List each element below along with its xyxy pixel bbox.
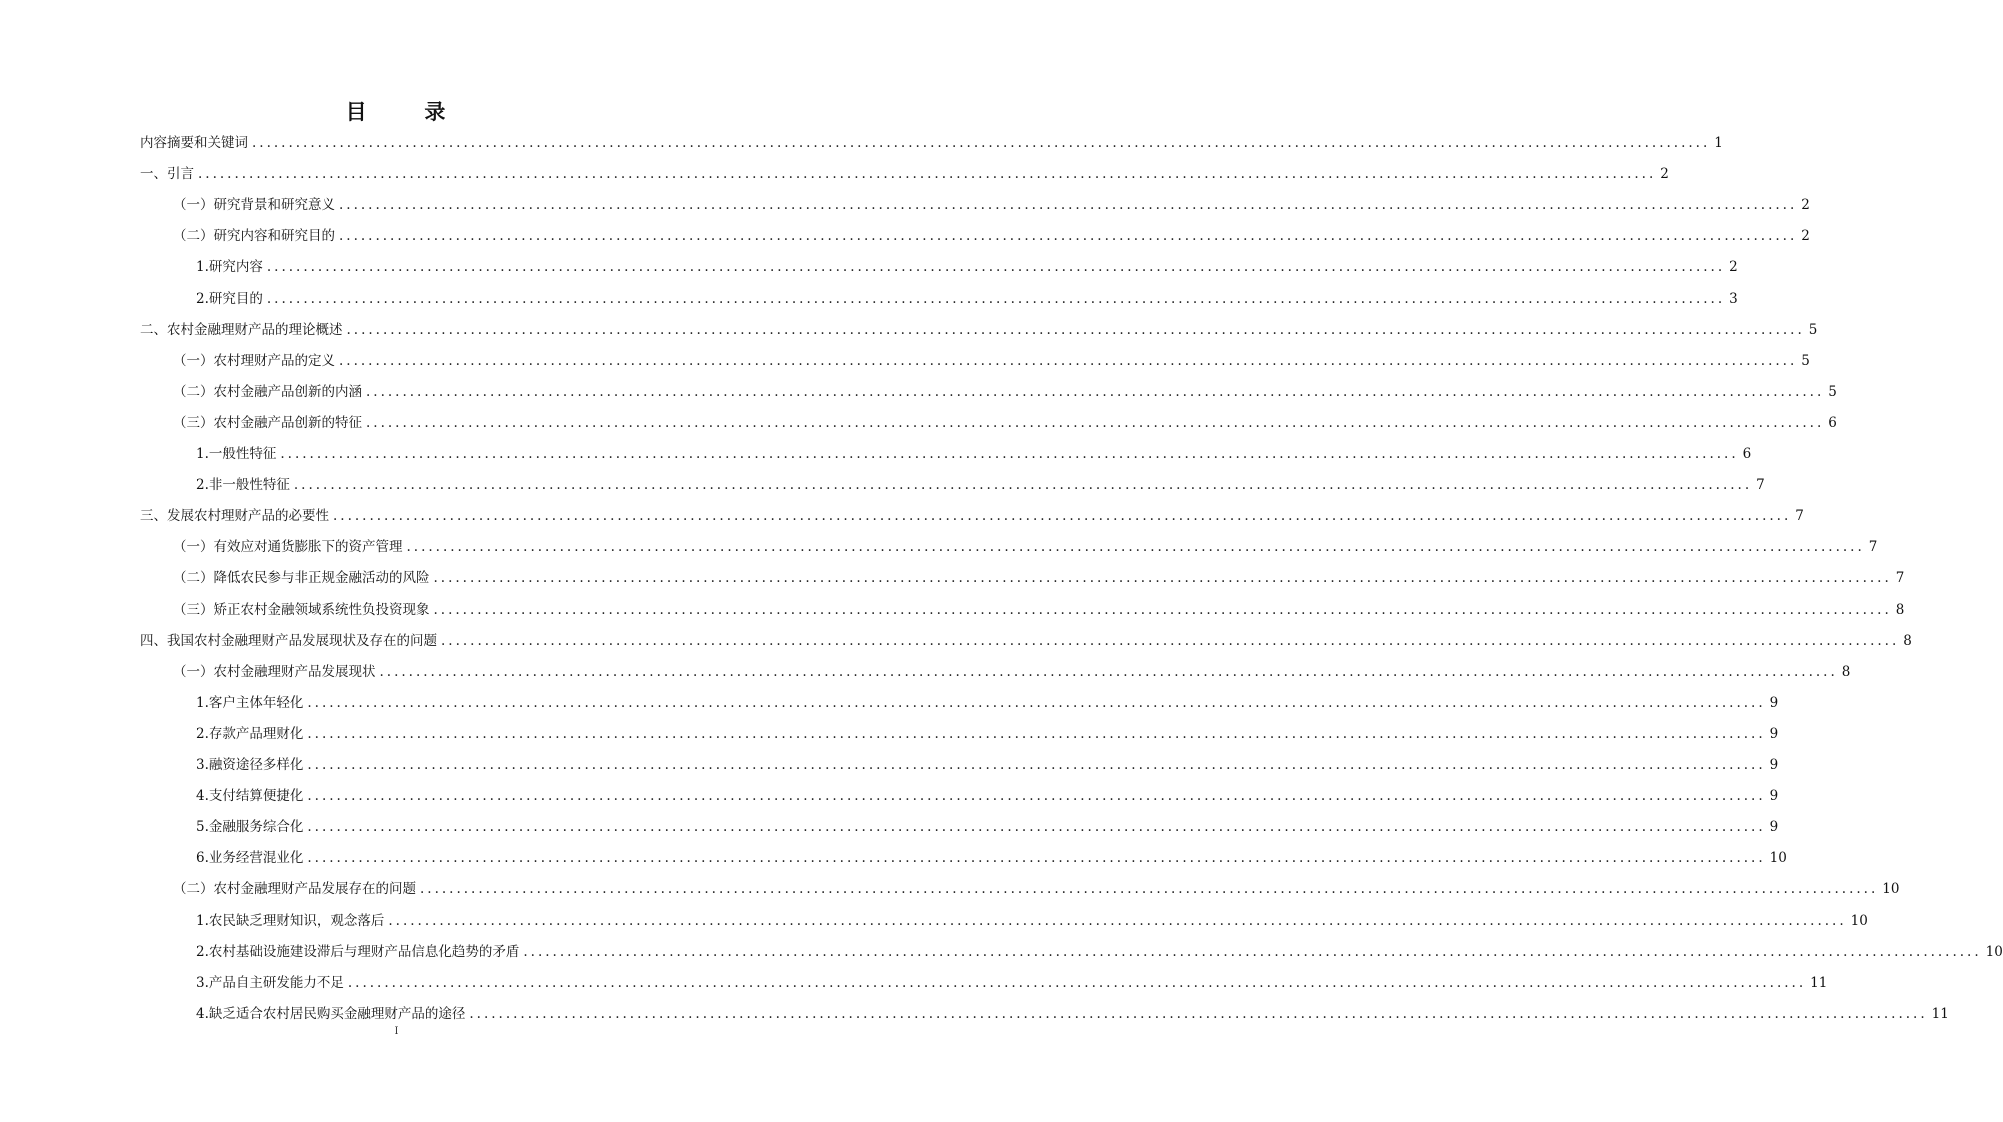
toc-entry-label: 一、引言 bbox=[140, 166, 194, 183]
toc-dot-leader: ........................................................................................................................................................................................................ bbox=[469, 1005, 1928, 1022]
toc-dot-leader: ........................................................................................................................................................................................................ bbox=[307, 788, 1766, 805]
toc-dot-leader: ........................................................................................................................................................................................................ bbox=[198, 166, 1657, 183]
toc-dot-leader: ........................................................................................................................................................................................................ bbox=[333, 508, 1792, 525]
toc-entry-label: 2.农村基础设施建设滞后与理财产品信息化趋势的矛盾 bbox=[196, 943, 520, 960]
toc-dot-leader: ........................................................................................................................................................................................................ bbox=[307, 819, 1766, 836]
toc-entry-label: 2.研究目的 bbox=[196, 290, 263, 307]
toc-entry bbox=[196, 750, 1779, 781]
toc-entry bbox=[196, 906, 1868, 937]
toc-entry-label: （二）降低农民参与非正规金融活动的风险 bbox=[173, 570, 430, 587]
toc-entry bbox=[196, 284, 1738, 315]
toc-entry bbox=[173, 563, 1905, 594]
toc-entry-label: 1.一般性特征 bbox=[196, 446, 277, 462]
toc-entry bbox=[140, 128, 1723, 159]
toc-entry-page: 2 bbox=[1801, 228, 1810, 245]
toc-entry-page: 6 bbox=[1828, 414, 1837, 431]
toc-entry bbox=[173, 532, 1878, 563]
toc-dot-leader: ........................................................................................................................................................................................................ bbox=[433, 570, 1892, 587]
toc-entry bbox=[173, 190, 1810, 221]
toc-dot-leader: ........................................................................................................................................................................................................ bbox=[307, 725, 1766, 742]
toc-entry-label: 内容摘要和关键词 bbox=[140, 135, 248, 151]
toc-entry-label: （一）研究背景和研究意义 bbox=[173, 197, 335, 214]
toc-dot-leader: ........................................................................................................................................................................................................ bbox=[366, 383, 1825, 400]
toc-entry bbox=[196, 781, 1779, 812]
toc-entry-label: 二、农村金融理财产品的理论概述 bbox=[140, 321, 343, 338]
toc-entry-label: 4.支付结算便捷化 bbox=[196, 788, 304, 805]
toc-dot-leader: ........................................................................................................................................................................................................ bbox=[293, 477, 1753, 494]
toc-entry-page: 6 bbox=[1742, 446, 1752, 462]
toc-dot-leader: ........................................................................................................................................................................................................ bbox=[266, 290, 1726, 307]
toc-entry-page: 10 bbox=[1985, 943, 2003, 960]
toc-entry-page: 9 bbox=[1769, 788, 1779, 805]
toc-dot-leader: ........................................................................................................................................................................................................ bbox=[346, 321, 1805, 338]
toc-dot-leader: ........................................................................................................................................................................................................ bbox=[366, 414, 1825, 431]
toc-entry bbox=[173, 377, 1837, 408]
toc-entry bbox=[196, 719, 1779, 750]
toc-entry-page: 5 bbox=[1801, 352, 1810, 369]
toc-dot-leader: ........................................................................................................................................................................................................ bbox=[307, 694, 1766, 711]
toc-dot-leader: ........................................................................................................................................................................................................ bbox=[266, 259, 1726, 276]
toc-entry bbox=[196, 252, 1738, 283]
toc-entry bbox=[196, 968, 1828, 999]
toc-entry-label: 1.农民缺乏理财知识，观念落后 bbox=[196, 912, 385, 929]
toc-entry-page: 9 bbox=[1769, 819, 1779, 836]
toc-entry-page: 7 bbox=[1868, 539, 1878, 556]
toc-entry bbox=[140, 501, 1804, 532]
toc-entry bbox=[196, 843, 1787, 874]
toc-entry bbox=[140, 315, 1818, 346]
toc-entry-page: 8 bbox=[1903, 632, 1912, 649]
toc-entry-label: 2.非一般性特征 bbox=[196, 477, 290, 494]
toc-entry-page: 2 bbox=[1729, 259, 1738, 276]
toc-entry-label: 3.融资途径多样化 bbox=[196, 757, 304, 773]
toc-entry-label: 1.客户主体年轻化 bbox=[196, 694, 304, 711]
toc-entry bbox=[173, 595, 1905, 626]
toc-dot-leader: ........................................................................................................................................................................................................ bbox=[307, 850, 1766, 867]
toc-entry bbox=[196, 439, 1752, 470]
toc-entry-label: （三）矫正农村金融领域系统性负投资现象 bbox=[173, 601, 430, 618]
toc-entry bbox=[196, 937, 2003, 968]
toc-entry-label: （一）农村金融理财产品发展现状 bbox=[173, 663, 376, 680]
toc-dot-leader: ........................................................................................................................................................................................................ bbox=[379, 663, 1838, 680]
toc-entry bbox=[173, 874, 1900, 905]
toc-dot-leader: ........................................................................................................................................................................................................ bbox=[433, 601, 1892, 618]
toc-entry-page: 5 bbox=[1808, 321, 1818, 338]
toc-entry-label: （三）农村金融产品创新的特征 bbox=[173, 414, 362, 431]
toc-entry-label: 1.研究内容 bbox=[196, 259, 263, 276]
toc-entry-page: 8 bbox=[1895, 601, 1905, 618]
toc-entry-page: 2 bbox=[1801, 197, 1810, 214]
toc-dot-leader: ........................................................................................................................................................................................................ bbox=[339, 228, 1798, 245]
toc-entry-page: 3 bbox=[1729, 290, 1738, 307]
toc-entry-label: （二）农村金融理财产品发展存在的问题 bbox=[173, 881, 416, 898]
toc-entry bbox=[173, 657, 1851, 688]
toc-entry-label: 3.产品自主研发能力不足 bbox=[196, 974, 344, 991]
toc-entry-label: 四、我国农村金融理财产品发展现状及存在的问题 bbox=[140, 632, 437, 649]
toc-dot-leader: ........................................................................................................................................................................................................ bbox=[406, 539, 1865, 556]
toc-dot-leader: ........................................................................................................................................................................................................ bbox=[339, 352, 1798, 369]
toc-entry-page: 9 bbox=[1769, 694, 1779, 711]
toc-entry-page: 11 bbox=[1810, 974, 1828, 991]
toc-entry-label: （一）农村理财产品的定义 bbox=[173, 352, 335, 369]
toc-entry-page: 10 bbox=[1769, 850, 1787, 867]
toc-entry-label: （二）农村金融产品创新的内涵 bbox=[173, 383, 362, 400]
toc-dot-leader: ........................................................................................................................................................................................................ bbox=[523, 943, 1982, 960]
page-title: 目 录 bbox=[345, 99, 448, 124]
toc-entry-page: 7 bbox=[1895, 570, 1905, 587]
toc-entry-page: 7 bbox=[1756, 477, 1765, 494]
toc-entry-label: （一）有效应对通货膨胀下的资产管理 bbox=[173, 539, 403, 556]
toc-entry-page: 9 bbox=[1769, 725, 1779, 742]
toc-entry-label: 6.业务经营混业化 bbox=[196, 850, 304, 867]
toc-entry-page: 1 bbox=[1714, 135, 1723, 151]
toc-dot-leader: ........................................................................................................................................................................................................ bbox=[420, 881, 1879, 898]
toc-entry-label: 三、发展农村理财产品的必要性 bbox=[140, 508, 329, 525]
toc-dot-leader: ........................................................................................................................................................................................................ bbox=[347, 974, 1807, 991]
toc-entry bbox=[173, 221, 1810, 252]
toc-entry-page: 11 bbox=[1931, 1005, 1949, 1022]
toc-entry-label: 4.缺乏适合农村居民购买金融理财产品的途径 bbox=[196, 1005, 466, 1022]
toc-entry bbox=[173, 408, 1837, 439]
toc-entry-label: 2.存款产品理财化 bbox=[196, 725, 304, 742]
toc-dot-leader: ........................................................................................................................................................................................................ bbox=[388, 912, 1847, 929]
toc-entry-page: 9 bbox=[1769, 757, 1779, 773]
toc-dot-leader: ........................................................................................................................................................................................................ bbox=[280, 446, 1739, 462]
page-number-footer: I bbox=[394, 1026, 399, 1037]
toc-entry bbox=[196, 688, 1779, 719]
toc-entry-page: 8 bbox=[1841, 663, 1851, 680]
toc-entry-page: 7 bbox=[1795, 508, 1804, 525]
toc-dot-leader: ........................................................................................................................................................................................................ bbox=[339, 197, 1798, 214]
toc-entry-page: 2 bbox=[1660, 166, 1669, 183]
toc-entry-label: （二）研究内容和研究目的 bbox=[173, 228, 335, 245]
toc-entry-page: 10 bbox=[1850, 912, 1868, 929]
toc-entry-label: 5.金融服务综合化 bbox=[196, 819, 304, 836]
toc-entry bbox=[140, 626, 1912, 657]
toc-entry bbox=[173, 346, 1810, 377]
toc-dot-leader: ........................................................................................................................................................................................................ bbox=[441, 632, 1900, 649]
toc-dot-leader: ........................................................................................................................................................................................................ bbox=[252, 135, 1711, 151]
toc-entry bbox=[140, 159, 1669, 190]
toc-dot-leader: ........................................................................................................................................................................................................ bbox=[307, 757, 1766, 773]
toc-entry bbox=[196, 470, 1765, 501]
toc-entry-page: 5 bbox=[1828, 383, 1837, 400]
toc-entry bbox=[196, 812, 1779, 843]
toc-entry-page: 10 bbox=[1882, 881, 1900, 898]
